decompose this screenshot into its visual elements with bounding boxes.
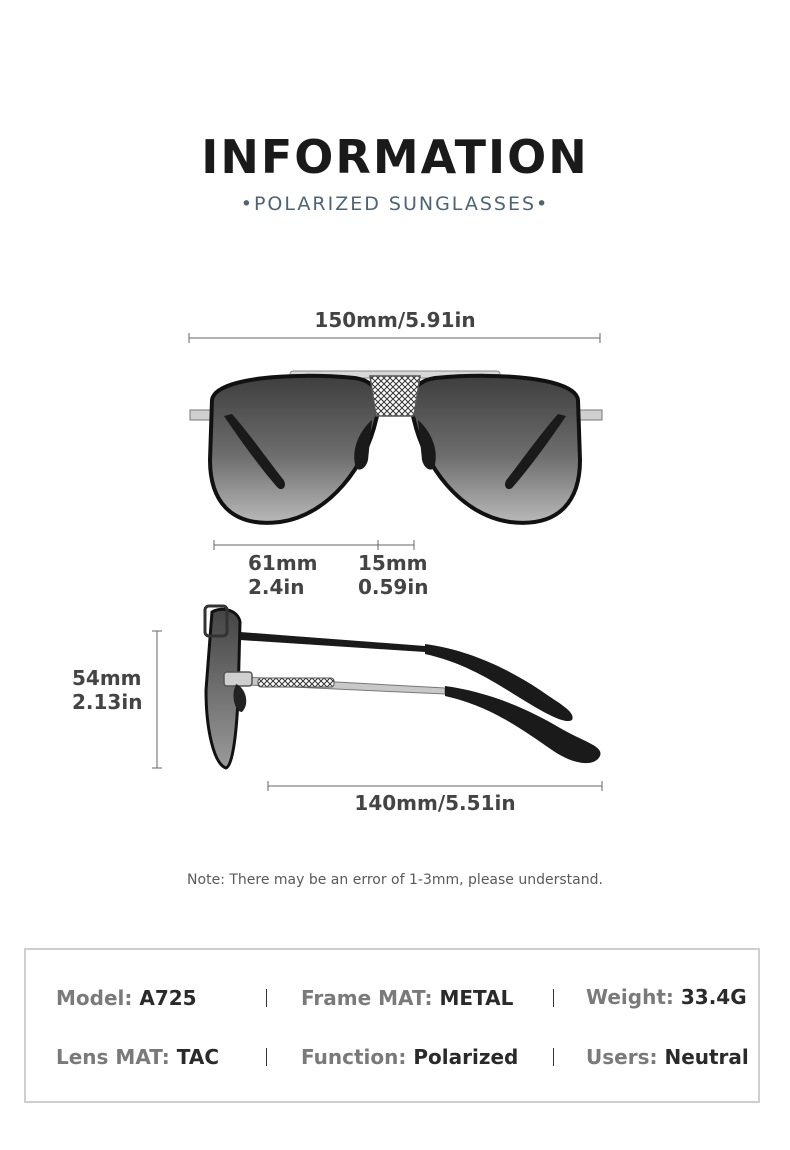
lens-height-mm: 54mm: [72, 666, 142, 690]
sunglasses-front-icon: [190, 371, 602, 523]
spec-function-label: Function:: [301, 1045, 407, 1069]
spec-frame-mat-value: METAL: [439, 986, 514, 1010]
spec-function-value: Polarized: [413, 1045, 519, 1069]
bridge-width-label: [358, 551, 428, 599]
lens-height-label: [72, 666, 142, 714]
spec-divider: [553, 989, 554, 1007]
sunglasses-side-icon: [205, 606, 601, 768]
lens-width-mm: 61mm: [248, 551, 318, 575]
spec-divider: [266, 1048, 267, 1066]
page-title: INFORMATION: [201, 130, 589, 184]
spec-model-label: Model:: [56, 986, 133, 1010]
tolerance-note: Note: There may be an error of 1-3mm, please understand.: [187, 872, 603, 888]
spec-lens-mat-label: Lens MAT:: [56, 1045, 170, 1069]
bridge-mm: 15mm: [358, 551, 428, 575]
spec-model: [56, 986, 197, 1010]
total-width-line: [189, 333, 600, 343]
lens-width-in: 2.4in: [248, 575, 305, 599]
lens-height-line: [152, 631, 162, 768]
spec-users: [586, 1045, 749, 1069]
lens-width-label: [248, 551, 318, 599]
temple-length-line: [268, 781, 602, 791]
page-subtitle: •POLARIZED SUNGLASSES•: [240, 193, 550, 215]
spec-table: [24, 948, 760, 1103]
spec-function: [301, 1045, 518, 1069]
spec-divider: [553, 1048, 554, 1066]
lens-width-line: [214, 540, 378, 550]
temple-length-label: 140mm/5.51in: [354, 791, 516, 815]
bridge-width-line: [378, 540, 414, 550]
spec-frame-mat-label: Frame MAT:: [301, 986, 433, 1010]
spec-lens-mat: [56, 1045, 219, 1069]
spec-model-value: A725: [139, 986, 197, 1010]
spec-frame-mat: [301, 986, 513, 1010]
spec-divider: [266, 989, 267, 1007]
spec-users-label: Users:: [586, 1045, 658, 1069]
lens-height-in: 2.13in: [72, 690, 143, 714]
spec-users-value: Neutral: [664, 1045, 749, 1069]
spec-weight-value: 33.4G: [680, 985, 747, 1009]
total-width-label: 150mm/5.91in: [314, 308, 476, 332]
bridge-in: 0.59in: [358, 575, 429, 599]
spec-weight-label: Weight:: [586, 985, 674, 1009]
spec-weight: [586, 985, 747, 1009]
spec-lens-mat-value: TAC: [176, 1045, 220, 1069]
